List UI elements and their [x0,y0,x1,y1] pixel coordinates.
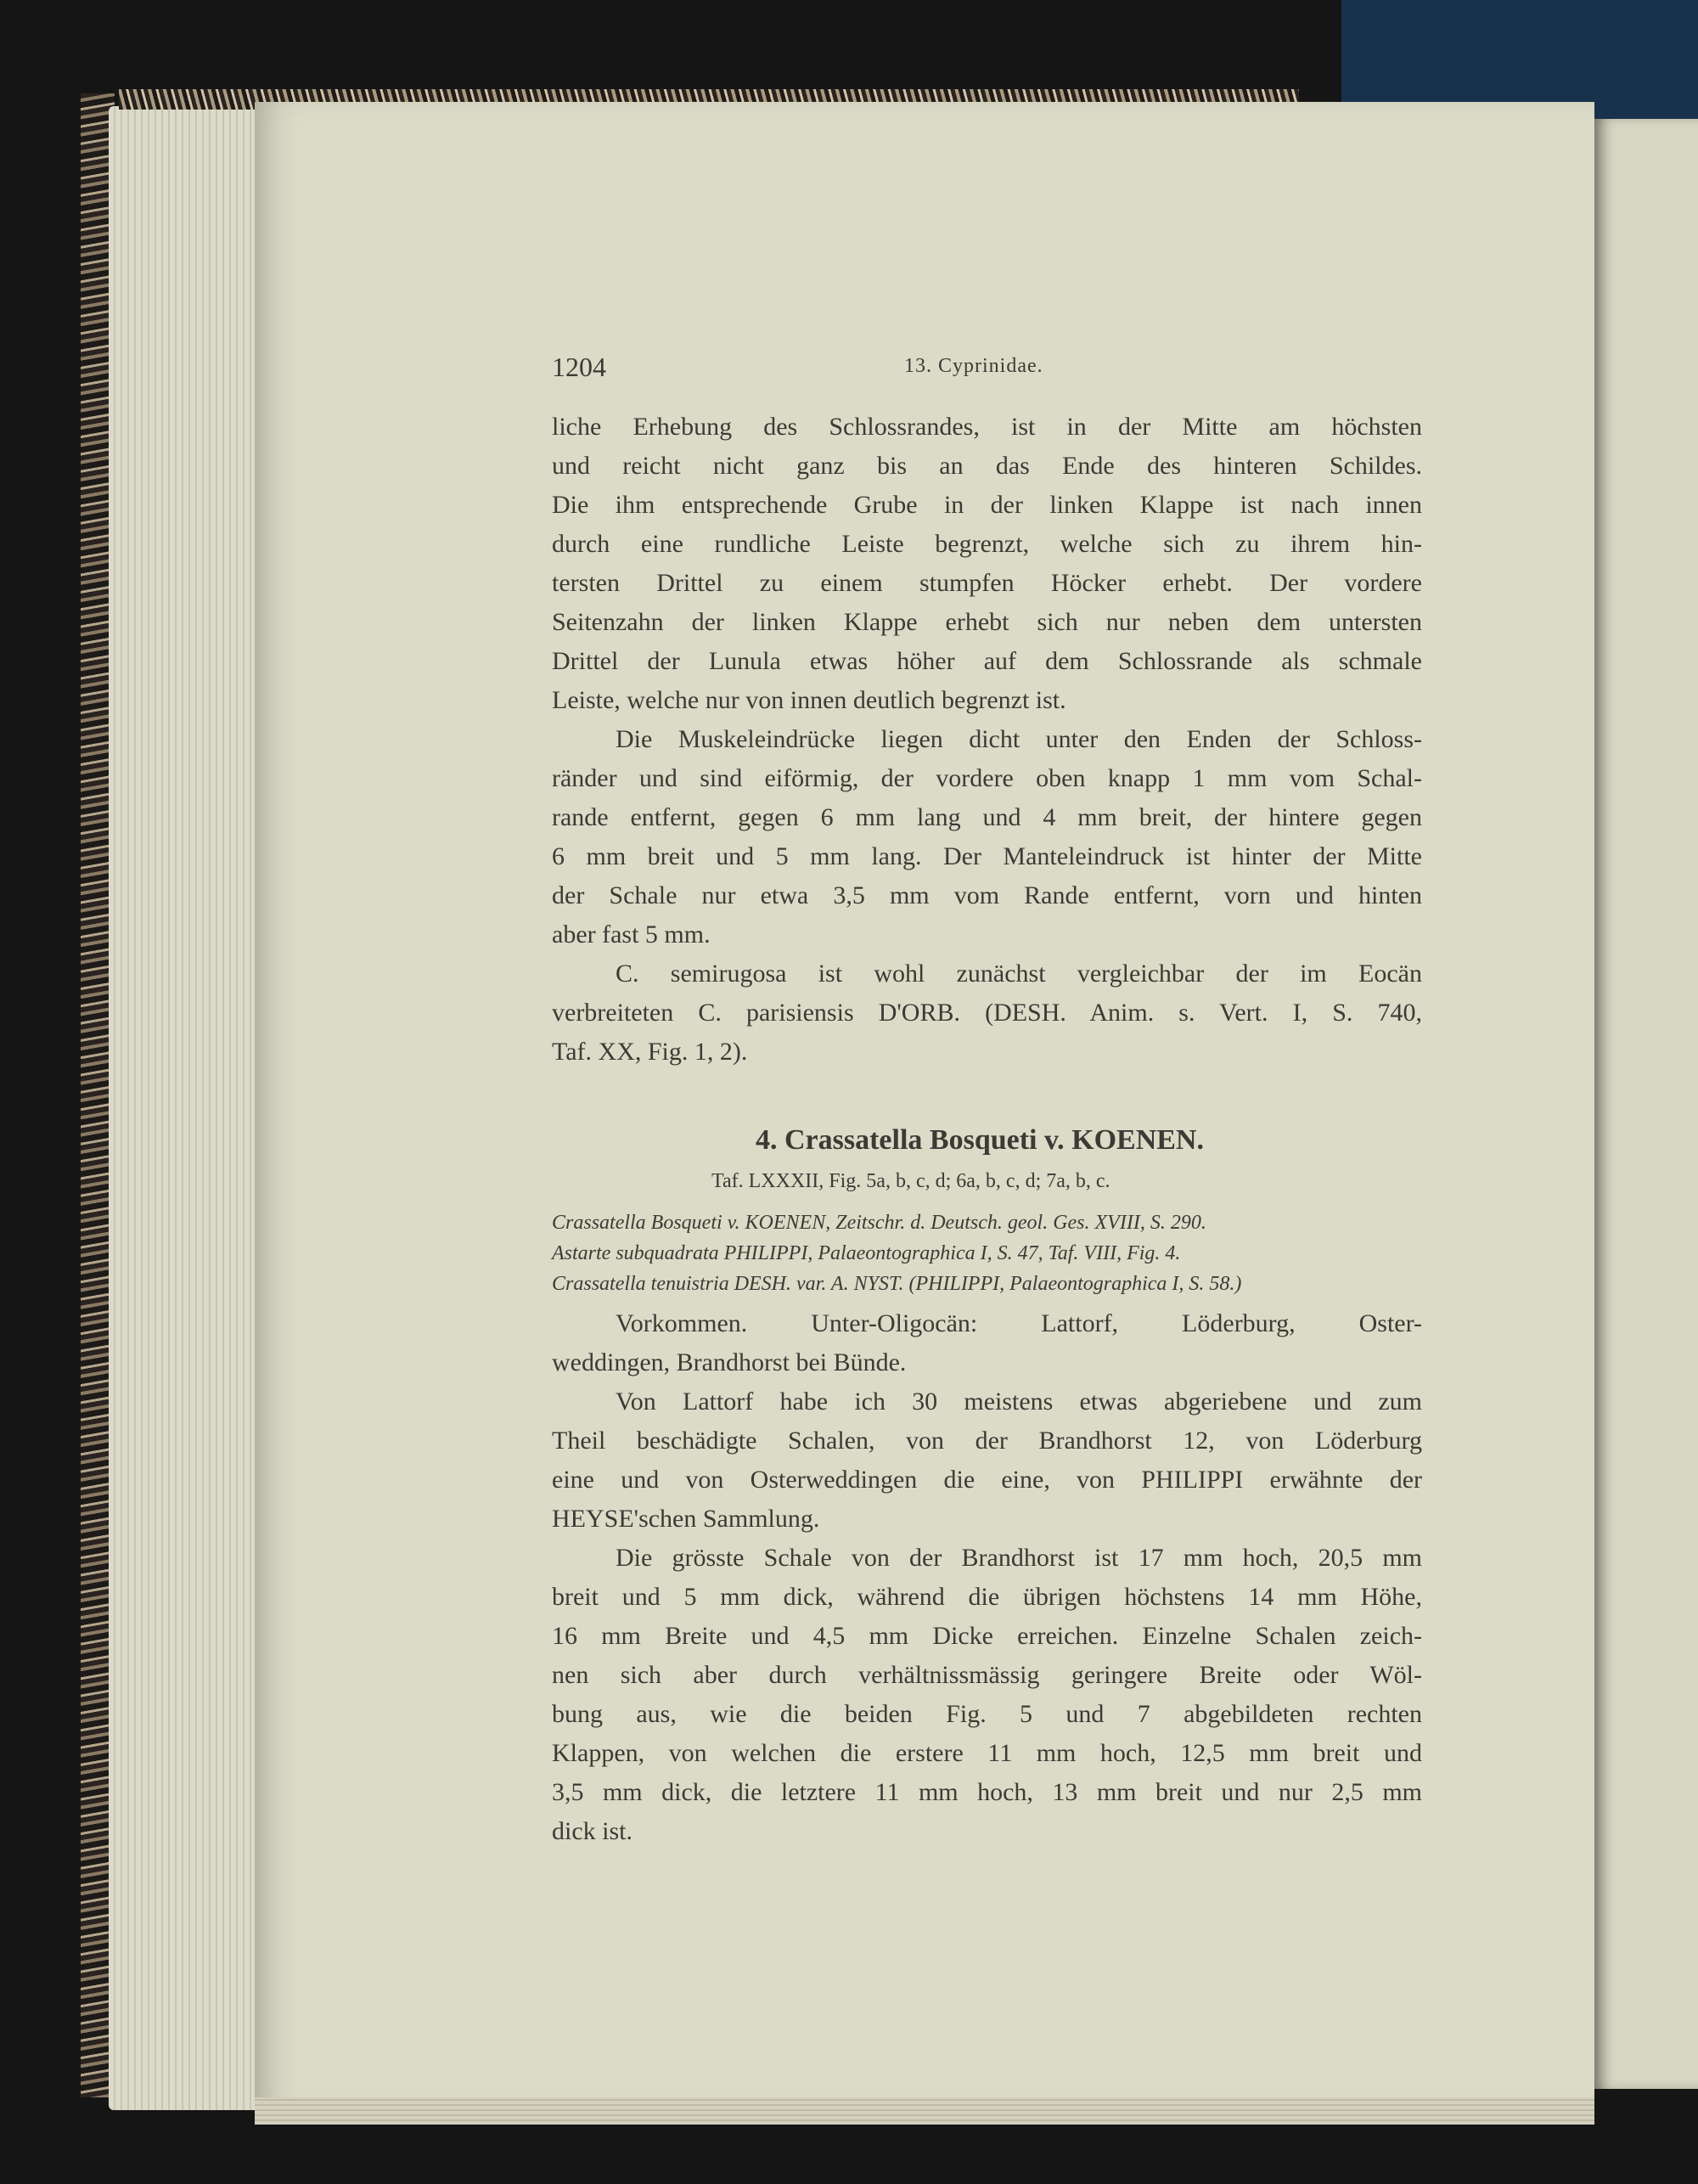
text-line: weddingen, Brandhorst bei Bünde. [552,1348,907,1376]
text-line: nen sich aber durch verhältnissmässig geringere Breite oder Wöl- [552,1661,1422,1689]
synonym-entry: Astarte subquadrata PHILIPPI, Palaeontographica I, S. 47, Taf. VIII, Fig. 4. [552,1242,1181,1264]
running-head: 13. Cyprinidae. [904,355,1043,377]
text-line: Die Muskeleindrücke liegen dicht unter den Enden der Schloss- [616,725,1422,753]
synonym-entry: Crassatella tenuistria DESH. var. A. NYST. (PHILIPPI, Palaeontographica I, S. 58.) [552,1273,1242,1295]
text-line: Seitenzahn der linken Klappe erhebt sich nur neben dem untersten [552,608,1422,636]
page-number: 1204 [552,352,606,382]
page-edges-left [109,106,257,2110]
facing-page-edge [1594,119,1698,2089]
text-line: verbreiteten C. parisiensis D'ORB. (DESH. Anim. s. Vert. I, S. 740, [552,999,1422,1027]
text-line: bung aus, wie die beiden Fig. 5 und 7 abgebildeten rechten [552,1700,1422,1728]
text-line: ränder und sind eiförmig, der vordere oben knapp 1 mm vom Schal- [552,764,1422,792]
text-line: Vorkommen. Unter-Oligocän: Lattorf, Löderburg, Oster- [616,1309,1422,1337]
text-line: durch eine rundliche Leiste begrenzt, welche sich zu ihrem hin- [552,530,1422,558]
text-line: Die grösste Schale von der Brandhorst ist 17 mm hoch, 20,5 mm [616,1544,1422,1572]
text-line: tersten Drittel zu einem stumpfen Höcker erhebt. Der vordere [552,569,1422,597]
page-edges-bottom [255,2097,1594,2125]
plate-reference: Taf. LXXXII, Fig. 5a, b, c, d; 6a, b, c, d; 7a, b, c. [711,1170,1110,1192]
text-line: Die ihm entsprechende Grube in der linken Klappe ist nach innen [552,491,1422,519]
text-line: Klappen, von welchen die erstere 11 mm hoch, 12,5 mm breit und [552,1739,1422,1767]
text-line: HEYSE'schen Sammlung. [552,1505,820,1533]
text-line: und reicht nicht ganz bis an das Ende des hinteren Schildes. [552,452,1422,480]
text-line: rande entfernt, gegen 6 mm lang und 4 mm breit, der hintere gegen [552,803,1422,831]
text-line: Theil beschädigte Schalen, von der Brandhorst 12, von Löderburg [552,1427,1422,1455]
synonym-entry: Crassatella Bosqueti v. KOENEN, Zeitschr. d. Deutsch. geol. Ges. XVIII, S. 290. [552,1212,1206,1234]
text-line: C. semirugosa ist wohl zunächst vergleichbar der im Eocän [616,960,1422,988]
text-line: 16 mm Breite und 4,5 mm Dicke erreichen. Einzelne Schalen zeich- [552,1622,1422,1650]
text-line: Drittel der Lunula etwas höher auf dem Schlossrande als schmale [552,647,1422,675]
text-line: dick ist. [552,1817,633,1845]
species-heading: 4. Crassatella Bosqueti v. KOENEN. [756,1124,1204,1156]
text-line: aber fast 5 mm. [552,920,711,948]
text-line: Leiste, welche nur von innen deutlich begrenzt ist. [552,686,1066,714]
text-line: breit und 5 mm dick, während die übrigen höchstens 14 mm Höhe, [552,1583,1422,1611]
text-line: der Schale nur etwa 3,5 mm vom Rande entfernt, vorn und hinten [552,881,1422,909]
text-line: 6 mm breit und 5 mm lang. Der Manteleindruck ist hinter der Mitte [552,842,1422,870]
text-line: liche Erhebung des Schlossrandes, ist in der Mitte am höchsten [552,413,1422,441]
text-line: Taf. XX, Fig. 1, 2). [552,1038,748,1066]
text-line: Von Lattorf habe ich 30 meistens etwas abgeriebene und zum [616,1388,1422,1416]
text-line: 3,5 mm dick, die letztere 11 mm hoch, 13 mm breit und nur 2,5 mm [552,1778,1422,1806]
text-line: eine und von Osterweddingen die eine, von PHILIPPI erwähnte der [552,1466,1422,1494]
